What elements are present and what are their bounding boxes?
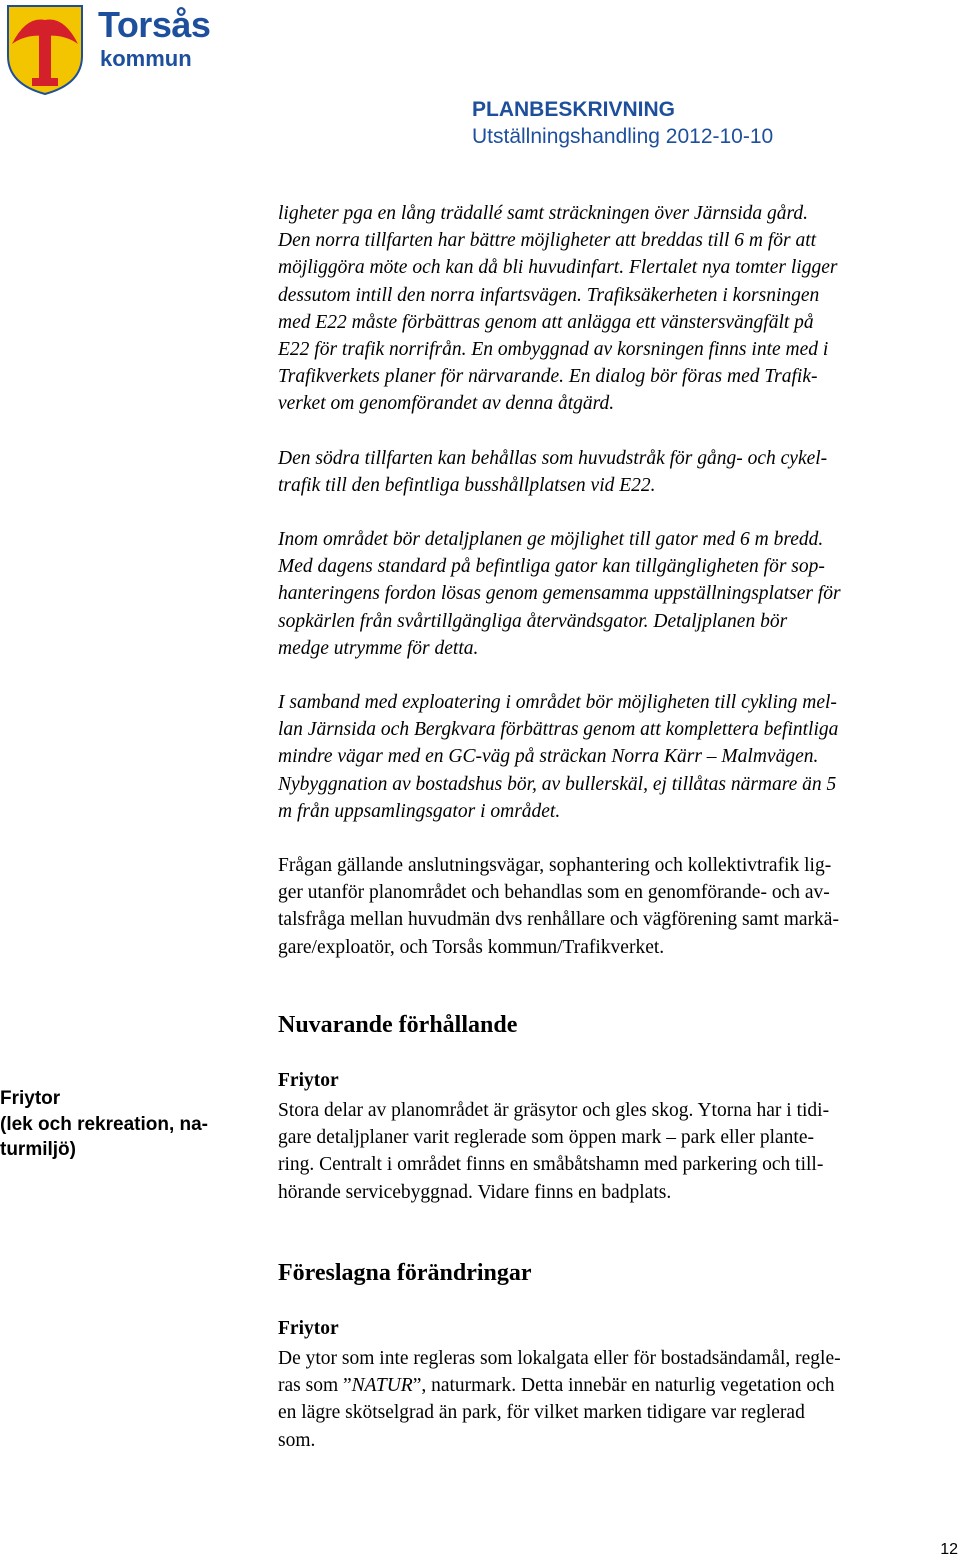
paragraph-cycling: I samband med exploatering i området bör möjligheten till cykling mel- lan Järnsida och Bergkvara förbättras genom att komplettera befintliga mindre vägar med en GC-väg på sträckan Norra Kärr – Malmvägen. Nybyggnation av bostadshus bör, av bullerskäl, ej tillåtas närmare än 5 m från uppsamlingsgator i området. [278,692,839,822]
torsas-logo [6,4,211,96]
document-header [472,97,773,151]
paragraph-access-roads: ligheter pga en lång trädallé samt sträckningen över Järnsida gård. Den norra tillfarten har bättre möjligheter att breddas till 6 m för att möjliggöra möte och kan då bli huvudinfart. Flertalet nya tomter ligger dessutom intill den norra infartsvägen. Trafiksäkerheten i korsningen med E22 måste förbättras genom att anlägga ett vänstersvängfält på E22 för trafik norrifrån. En ombyggnad av korsningen finns inte med i Trafikverkets planer för närvarande. En dialog bör föras med Trafik- verket om genomförandet av denna åtgärd. [278,203,838,415]
logo-sub: kommun [100,46,192,71]
natur-term: NATUR [351,1375,413,1397]
page-number: 12 [940,1541,958,1558]
body-text [278,200,960,988]
paragraph-proposed-friytor [278,1345,960,1454]
proposed-text-before: De ytor som inte regleras som lokalgata eller för bostadsändamål, regle- ras som ” [278,1348,841,1397]
proposed-text-after: ”, naturmark. Detta innebär en naturlig vegetation och en lägre skötselgrad än park, för vilket marken tidigare var reglerad som. [278,1375,835,1451]
coat-of-arms-icon [6,4,84,96]
paragraph-street-width: Inom området bör detaljplanen ge möjlighet till gator med 6 m bredd. Med dagens standard på befintliga gator kan tillgängligheten för sop- hanteringens fordon lösas genom gemensamma uppställningsplatser för sopkärlen från svårtillgängliga återvändsgator. Detaljplanen bör medge utrymme för detta. [278,529,841,659]
document-title: PLANBESKRIVNING [472,98,676,121]
heading-current-conditions: Nuvarande förhållande [278,1012,518,1038]
subheading-friytor-proposed: Friytor [278,1318,339,1339]
subheading-friytor-current: Friytor [278,1070,339,1091]
side-label-friytor: Friytor (lek och rekreation, na- turmiljö) [0,1088,209,1160]
logo-name: Torsås [98,4,211,45]
document-subtitle: Utställningshandling 2012-10-10 [472,125,774,148]
paragraph-current-friytor: Stora delar av planområdet är gräsytor och gles skog. Ytorna har i tidi- gare detaljplaner varit reglerade som öppen mark – park eller plante- ring. Centralt i området finns en småbåtshamn med parkering och till- hörande servicebyggnad. Vidare finns en badplats. [278,1100,830,1203]
heading-proposed-changes: Föreslagna förändringar [278,1260,532,1286]
paragraph-south-access: Den södra tillfarten kan behållas som huvudstråk för gång- och cykel- trafik till den befintliga busshållplatsen vid E22. [278,447,828,496]
paragraph-responsibility: Frågan gällande anslutningsvägar, sophantering och kollektivtrafik lig- ger utanför planområdet och behandlas som en genomförande- och av- talsfråga mellan huvudmän dvs renhållare och vägförening samt markä- gare/exploatör, och Torsås kommun/Trafikverket. [278,855,839,958]
